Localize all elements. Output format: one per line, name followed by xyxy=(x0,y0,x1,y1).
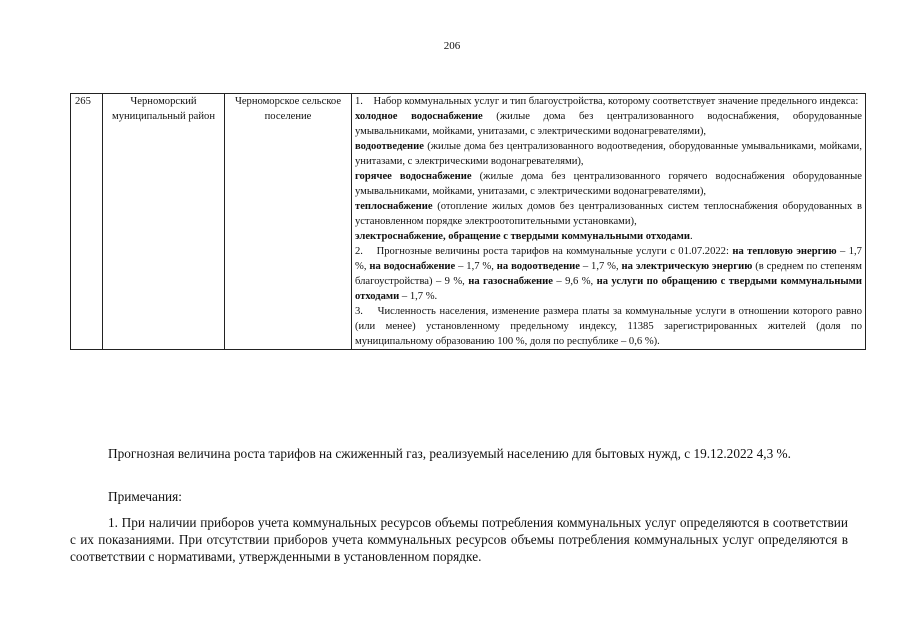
heating-line xyxy=(355,199,862,229)
item2-waste-val: – 1,7 %. xyxy=(399,291,438,302)
heating-text: (отопление жилых домов без централизованных систем теплоснабжения оборудованных в установленном порядке электроотопительными установками), xyxy=(355,201,862,227)
item2-waste: на услуги по обращению с твердыми коммунальными отходами xyxy=(355,276,862,302)
item1-intro: 1. Набор коммунальных услуг и тип благоустройства, которому соответствует значение предельного индекса: xyxy=(355,96,859,107)
item2-gas: на газоснабжение xyxy=(468,276,553,287)
hot-water-text: (жилые дома без централизованного горячего водоснабжения оборудованные умывальниками, мойками, унитазами, с электрическими водонагревателями), xyxy=(355,171,862,197)
row-number: 265 xyxy=(71,94,103,350)
item3-paragraph: 3. Численность населения, изменение размера платы за коммунальные услуги в отношении которого равно (или менее) установленному предельному индексу, 11385 зарегистрированных жителей (доля по муниципальному образованию 100 %, доля по республике – 0,6 %). xyxy=(355,306,862,347)
item2-heat-val: – 1,7 %, xyxy=(355,246,862,272)
item2-sewer: на водоотведение xyxy=(496,261,580,272)
item2-intro: 2. Прогнозные величины роста тарифов на коммунальные услуги с 01.07.2022: xyxy=(355,246,733,257)
item2-power: на электрическую энергию xyxy=(621,261,753,272)
cold-water-line xyxy=(355,109,862,139)
electricity-line xyxy=(355,229,862,244)
cold-water-text: (жилые дома без централизованного водоснабжения, оборудованные умывальниками, мойками, унитазами, с электрическими водонагревателями), xyxy=(355,111,862,137)
table-row xyxy=(71,94,866,350)
item2-sewer-val: – 1,7 %, xyxy=(579,261,622,272)
electricity-label: электроснабжение, обращение с твердыми коммунальными отходами xyxy=(355,231,690,242)
electricity-end: . xyxy=(689,231,693,242)
tariff-table xyxy=(70,93,866,350)
lpg-tariff-paragraph: Прогнозная величина роста тарифов на сжиженный газ, реализуемый населению для бытовых нужд, с 19.12.2022 4,3 %. xyxy=(108,446,791,461)
item2-paragraph xyxy=(355,244,862,304)
sewerage-label: водоотведение xyxy=(355,141,424,152)
notes-heading: Примечания: xyxy=(108,489,182,504)
heating-label: теплоснабжение xyxy=(355,201,433,212)
item2-gas-val: – 9,6 %, xyxy=(552,276,597,287)
hot-water-label: горячее водоснабжение xyxy=(355,171,472,182)
description-cell xyxy=(352,94,866,350)
sewerage-text: (жилые дома без централизованного водоотведения, оборудованные умывальниками, мойками, унитазами, с электрическими водонагревателями), xyxy=(355,141,862,167)
settlement-cell: Черноморское сельское поселение xyxy=(225,94,352,350)
item2-heat: на тепловую энергию xyxy=(732,246,837,257)
item2-water: на водоснабжение xyxy=(369,261,456,272)
cold-water-label: холодное водоснабжение xyxy=(355,111,483,122)
note-1-paragraph: 1. При наличии приборов учета коммунальных ресурсов объемы потребления коммунальных услуг определяются в соответствии с их показаниями. При отсутствии приборов учета коммунальных ресурсов объемы потребления коммунальных услуг определяются в соответствии с нормативами, утвержденными в установленном порядке. xyxy=(70,515,848,564)
item2-water-val: – 1,7 %, xyxy=(455,261,497,272)
district-cell: Черноморский муниципальный район xyxy=(103,94,225,350)
hot-water-line xyxy=(355,169,862,199)
sewerage-line xyxy=(355,139,862,169)
page-number: 206 xyxy=(443,40,461,52)
item2-power-val: (в среднем по степеням благоустройства) – 9 %, xyxy=(355,261,863,287)
